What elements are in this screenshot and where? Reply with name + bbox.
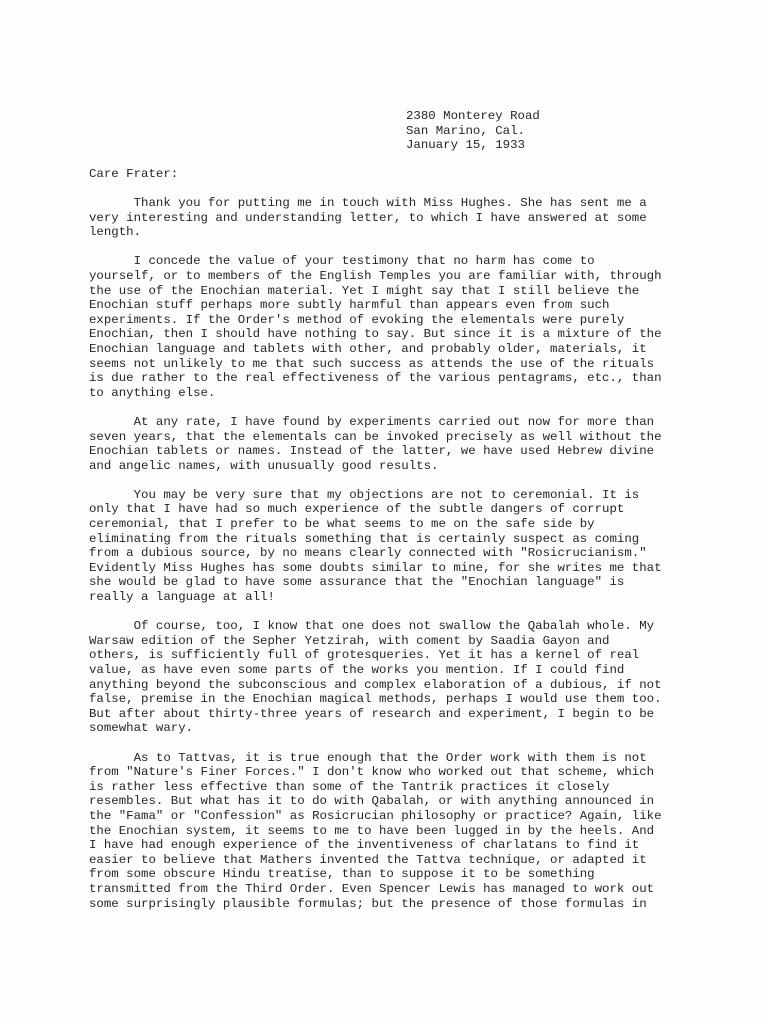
paragraph-line: Warsaw edition of the Sepher Yetzirah, with coment by Saadia Gayon and: [89, 633, 610, 648]
paragraph-line: You may be very sure that my objections are not to ceremonial. It is: [89, 487, 640, 502]
paragraph-line: Of course, too, I know that one does not swallow the Qabalah whole. My: [89, 619, 655, 634]
paragraph-line: from "Nature's Finer Forces." I don't know who worked out that scheme, which: [89, 765, 655, 780]
paragraph-line: transmitted from the Third Order. Even Spencer Lewis has managed to work out: [89, 881, 655, 896]
letter-paragraph: [89, 619, 679, 736]
paragraph-line: eliminating from the rituals something that is certainly suspect as coming: [89, 531, 640, 546]
paragraph-line: I have had enough experience of the inventiveness of charlatans to find it: [89, 838, 640, 853]
sender-address: [406, 109, 540, 153]
paragraph-line: she would be glad to have some assurance that the "Enochian language" is: [89, 575, 625, 590]
paragraph-line: and angelic names, with unusually good results.: [89, 458, 439, 473]
address-city: San Marino, Cal.: [406, 123, 525, 138]
paragraph-line: is due rather to the real effectiveness of the various pentagrams, etc., than: [89, 371, 662, 386]
paragraph-line: somewhat wary.: [89, 721, 194, 736]
paragraph-line: from some obscure Hindu treatise, than to suppose it to be something: [89, 867, 595, 882]
letter-body: [89, 196, 679, 926]
paragraph-line: value, as have even some parts of the works you mention. If I could find: [89, 663, 625, 677]
paragraph-line: is rather less effective than some of the Tantrik practices it closely: [89, 779, 610, 794]
paragraph-line: Enochian tablets or names. Instead of the latter, we have used Hebrew divine: [89, 444, 655, 459]
paragraph-line: the Enochian system, it seems to me to have been lugged in by the heels. And: [89, 823, 655, 838]
paragraph-line: length.: [89, 225, 142, 240]
paragraph-line: At any rate, I have found by experiments carried out now for more than: [89, 414, 655, 429]
paragraph-line: seven years, that the elementals can be invoked precisely as well without the: [89, 429, 662, 444]
paragraph-line: others, is sufficiently full of grotesqueries. Yet it has a kernel of real: [89, 648, 640, 663]
paragraph-line: very interesting and understanding letter, to which I have answered at some: [89, 210, 647, 225]
paragraph-line: experiments. If the Order's method of evoking the elementals were purely: [89, 312, 625, 327]
paragraph-line: Thank you for putting me in touch with Miss Hughes. She has sent me a: [89, 196, 647, 210]
paragraph-line: But after about thirty-three years of research and experiment, I begin to be: [89, 706, 655, 721]
address-street: 2380 Monterey Road: [406, 109, 540, 123]
paragraph-line: anything beyond the subconscious and complex elaboration of a dubious, if not: [89, 677, 662, 692]
paragraph-line: the use of the Enochian material. Yet I might say that I still believe the: [89, 283, 640, 298]
paragraph-line: ceremonial, that I prefer to be what seems to me on the safe side by: [89, 517, 595, 532]
paragraph-line: Evidently Miss Hughes has some doubts similar to mine, for she writes me that: [89, 560, 662, 575]
paragraph-line: I concede the value of your testimony that no harm has come to: [89, 254, 595, 269]
paragraph-line: seems not unlikely to me that such success as attends the use of the rituals: [89, 356, 655, 371]
paragraph-line: really a language at all!: [89, 590, 275, 605]
paragraph-line: Enochian stuff perhaps more subtly harmful than appears even from such: [89, 298, 610, 313]
letter-date: January 15, 1933: [406, 138, 525, 153]
letter-paragraph: [89, 415, 679, 473]
letter-paragraph: [89, 196, 679, 240]
paragraph-line: resembles. But what has it to do with Qabalah, or with anything announced in: [89, 794, 655, 809]
paragraph-line: easier to believe that Mathers invented the Tattva technique, or adapted it: [89, 852, 647, 867]
paragraph-line: to anything else.: [89, 385, 216, 400]
salutation: Care Frater:: [89, 167, 179, 181]
paragraph-line: yourself, or to members of the English Temples you are familiar with, through: [89, 268, 662, 283]
paragraph-line: from a dubious source, by no means clearly connected with "Rosicrucianism.": [89, 546, 647, 561]
paragraph-line: some surprisingly plausible formulas; but the presence of those formulas in: [89, 896, 647, 911]
paragraph-line: false, premise in the Enochian magical methods, perhaps I would use them too.: [89, 692, 662, 707]
paragraph-line: Enochian language and tablets with other, and probably older, materials, it: [89, 341, 647, 356]
paragraph-line: the "Fama" or "Confession" as Rosicrucian philosophy or practice? Again, like: [89, 808, 662, 823]
letter-paragraph: [89, 254, 679, 400]
paragraph-line: only that I have had so much experience of the subtle dangers of corrupt: [89, 502, 625, 517]
paragraph-line: Enochian, then I should have nothing to say. But since it is a mixture of the: [89, 327, 662, 342]
letter-paragraph: [89, 751, 679, 912]
letter-paragraph: [89, 488, 679, 605]
paragraph-line: As to Tattvas, it is true enough that the Order work with them is not: [89, 750, 647, 765]
